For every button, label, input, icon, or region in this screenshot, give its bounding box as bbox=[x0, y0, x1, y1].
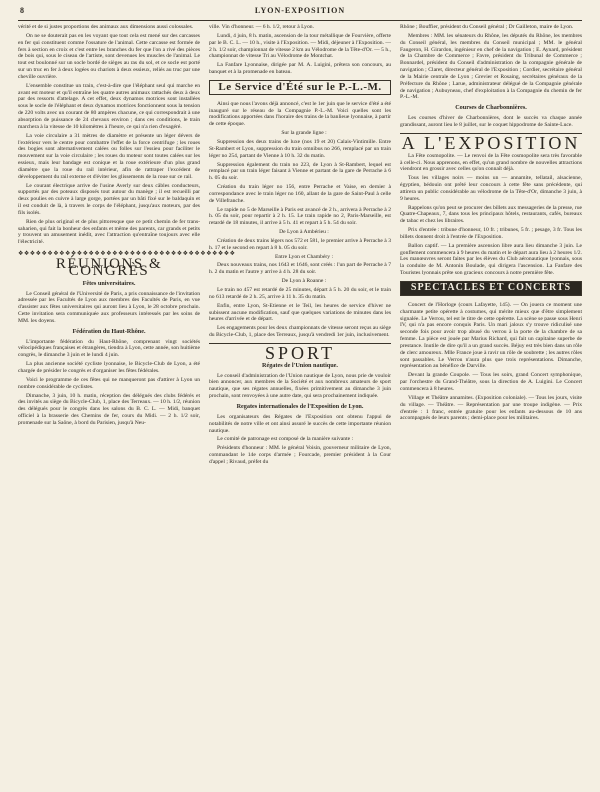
paragraph: Prix d'entrée : tribune d'honneur, 10 fr. ; tribunes, 5 fr. ; pesage, 3 fr. Tous les billets donnent droit à l'entrée de l'Exposition. bbox=[400, 227, 582, 240]
paragraph: Tous les villages noirs — moins un — annamite, tellatail, alsacienne, égyptien, bédouin ont prêté leur concours à cette fête sans précédente, qui attirera un public considérable au vélodrome de la Tête-d'Or, dimanche 3 juin, à 9 heures. bbox=[400, 175, 582, 202]
column-3 bbox=[400, 24, 582, 784]
paragraph: On ne se douterait pas en les voyant que tout cela est mené sur des carcasses en fer qui constituent comme l'ossature de l'animal. Cette carcasse est formée de fers à section en croix et c'est entre les branches du fer que l'on a rivé des pièces de bois qui, sous le ciseau de l'artiste, sont devenues les muscles de l'animal. Le tout est boulonné sur un socle bordé de sièges au ras du sol, et ce socle est porté sur un truc en fer à deux logées ou chariots à deux essieux, reliés au truc par une cheville ouvrière. bbox=[18, 32, 200, 80]
paragraph: Devant la grande Coupole. — Tous les soirs, grand Concert symphonique, par l'orchestre du Grand-Théâtre, sous la direction de A. Luigini. Le Concert commencera à 8 heures. bbox=[400, 372, 582, 392]
paragraph: Les organisateurs des Régates de l'Exposition ont obtenu l'appui de notabilités de notre ville et ont ainsi assuré le succès de cette importante réunion nautique. bbox=[209, 413, 391, 434]
paragraph: Le comité de patronage est composé de la manière suivante : bbox=[217, 436, 354, 443]
subheading: Régates de l'Union nautique. bbox=[262, 361, 338, 369]
section-title-reunions: RÉUNIONS & CONGRÈS bbox=[55, 256, 163, 279]
section-title-spectacles: SPECTACLES ET CONCERTS bbox=[400, 281, 582, 296]
paragraph: Rhône ; Bouffier, président du Conseil général ; Dr Gailleton, maire de Lyon. bbox=[400, 24, 574, 30]
paragraph: Les engagements pour les deux championnats de vitesse seront reçus au siège du Bicycle-Club, 1, place des Terreaux, jusqu'à vendredi 1er juin, inclusivement. bbox=[209, 325, 391, 339]
paragraph: Dimanche, 3 juin, 10 h. matin, réception des délégués des clubs fédérés et des invités au siège du Bicycle-Club, 1, place des Terreaux. — 10 h. 1/2, réunion des délégués pour le congrès dans les salons du B. C. L. — Midi, banquet officiel à la brasserie des Chemins de fer, cours du Midi. — 2 h. 1/2 soir, promenade sur la Saône, à bord du Parisien, jusqu'à Neu- bbox=[18, 392, 200, 426]
paragraph: Village et Théâtre annamites. (Exposition coloniale). — Tous les jours, visite du village. — Théâtre. — Représentation par une troupe indigène. — Prix d'entrée : 1 franc, entrée gratuite pour les enfants au-dessous de 10 ans accompagnés de leurs parents ; demi-place pour les militaires. bbox=[400, 394, 582, 422]
paragraph: Le Conseil général de l'Université de Paris, a pris connaissance de l'invitation adressée par les Facultés de Lyon aux membres des Facultés de Paris, en vue d'assister aux fêtes universitaires qui auront lieu à Lyon, le 28 octobre prochain. Cette invitation sera communiquée aux professeurs intéressés par les soins de MM. les doyens. bbox=[18, 290, 200, 324]
ornament-divider: ❖❖❖❖❖❖❖❖❖❖❖❖❖❖❖❖❖❖❖❖❖❖❖❖❖❖❖❖❖❖❖❖❖❖❖❖❖ bbox=[18, 251, 236, 258]
section-title-sport: SPORT bbox=[265, 342, 335, 363]
paragraph: La Fête cosmopolite. — Le renvoi de la Fête cosmopolite sera très favorable à celle-ci. Nous apprenons, en effet, qu'un grand nombre de nouvelles attractions viendront en grossir avec celles qu'on connaît déjà. bbox=[400, 152, 582, 173]
paragraph: Le courant électrique arrive de l'usine Averly sur deux câbles conducteurs, supportés par des poteaux disposés tout autour du manège ; il est recueilli par deux poulies en cuivre à large gorge, portées par un bâti fixé sur le baldaquin et il est conduit de là, à travers le corps de l'éléphant, jusqu'aux moteurs, par des fils isolés. bbox=[18, 182, 200, 216]
paragraph: Ballon captif. — La première ascension libre aura lieu dimanche 3 juin. Le gonflement commencera à 9 heures du matin et le départ aura lieu à 2 heures 1/2. Les manœuvres seront faites par les élèves du Club aéronautique lyonnais, sous la conduite de M. Antonin Boulade, qui dirigera l'ascension. La Fanfare des Touristes lyonnais prête son gracieux concours à notre première fête. bbox=[400, 242, 582, 277]
paragraph: Lundi, 4 juin, 8 h. matin, ascension de la tour métallique de Fourvière, offerte par le B. C. L. — 10 h., visite à l'Exposition. — Midi, déjeuner à l'Exposition. — 2 h. 1/2 soir, championnat de vitesse 2 km au Vélodrome de la Tête-d'Or. — 5 h., championnat de vitesse Tri au Vélodrome de Montchat. bbox=[209, 32, 391, 60]
column-2 bbox=[209, 24, 391, 784]
paragraph: ville. Vin d'honneur. — 6 h. 1/2, retour à Lyon. bbox=[209, 24, 314, 30]
subheading: Fêtes universitaires. bbox=[82, 279, 136, 287]
paragraph: Membres : MM. les sénateurs du Rhône, les députés du Rhône, les membres du Conseil général, les membres du Conseil municipal ; MM. le général Faugeron, H. Girardon, ingénieur en chef de la navigation ; E. Aynard, président de la Chambre de Commerce ; Favre, président du Tribunal de Commerce ; Bonnardel, président du Conseil d'administration de la compagnie générale de navigation ; Claret, directeur général de l'Exposition ; Cordier, secrétaire général de la Mairie centrale de Lyon ; Grevier et Rosaing, secrétaires généraux de la Préfecture du Rhône ; Larue, administrateur délégué de la Compagnie générale de navigation ; Aubuyneau, chef d'exploitation à la Compagnie du chemin de fer P.-L.-M. bbox=[400, 32, 582, 101]
paragraph: Présidents d'honneur : MM. le général Voisin, gouverneur militaire de Lyon, commandant le 14e corps d'armée ; Fourcade, premier président à la Cour d'appel ; Rivaud, préfet du bbox=[209, 445, 391, 465]
paragraph: Enfin, entre Lyon, St-Etienne et le Teil, les heures de service d'hiver ne subissent aucune modification, sauf que quelques variations de minutes dans les heures d'arrivée et de départ. bbox=[209, 302, 391, 323]
column-1 bbox=[18, 24, 236, 784]
paragraph: Le conseil d'administration de l'Union nautique de Lyon, nous prie de vouloir bien annoncer, aux membres de la Société et aux nombreux amateurs de sport nautique, que ses régates annuelles, fixées primitivement au dimanche 3 juin prochain, sont renvoyées à une autre date, qui sera prochainement indiquée. bbox=[209, 372, 391, 400]
paragraph: Sur la grande ligne : bbox=[281, 130, 327, 137]
paragraph: Rappelons qu'on peut se procurer des billets aux messageries de la presse, rue Quatre-Chapeaux, 7, dans tous les principaux hôtels, restaurants, cafés, bureaux de tabac et chez les libraires. bbox=[400, 204, 582, 225]
section-title-exposition: A L'EXPOSITION bbox=[401, 132, 581, 153]
section-title-service-ete: Le Service d'Été sur le P.-L.-M. bbox=[209, 80, 391, 95]
paragraph: Les courses d'hiver de Charbonnières, dont le succès va chaque année grandissant, auront lieu le 8 juillet, sur le coquet hippodrome de Sainte-Luce. bbox=[400, 115, 582, 128]
subheading: Courses de Charbonnières. bbox=[455, 104, 527, 112]
paragraph: Ainsi que nous l'avons déjà annoncé, c'est le 1er juin que le service d'été a été inauguré sur le réseau de la Compagnie P.-L.-M. Voici quelles sont les modifications apportées dans l'horaire des trains de la banlieue lyonnaise, à partir de cette époque. bbox=[209, 100, 391, 128]
subheading: Regates internationales de l'Exposition de Lyon. bbox=[236, 402, 364, 410]
paragraph: La voie circulaire a 31 mètres de diamètre et présente un léger dévers de l'extérieur vers le centre pour combattre l'effet de la force centrifuge ; les roues des bogies sont alternativement calées ou folles sur l'essieu pour faciliter le mouvement sur la voie circulaire ; les roues du moteur sont toutes calées sur les essieux, mais leur bandage est conique et la roue extérieure d'un plus grand diamètre que la roue du rail intérieur, afin de rattraper l'excédent de développement du rail externe et d'éviter les glissements de la roue sur ce rail. bbox=[18, 132, 200, 180]
paragraph: Concert de l'Horloge (cours Lafayette, 145). — On jouera ce moment une charmante petite opérette à costumes, qui mérite mieux que d'être simplement signalée. Le Verrou, tel est le titre de cette opérette. La scène se passe sous Henri IV, qui n'a pas encore conquis Paris. Un mari jaloux s'y trouve ridiculisé une seconde fois pour avoir trop abusé du verrou à la porte de la chambre de sa femme. La pièce est jouée par Marius Richard, qui fait un capitaine superbe de prestance. Inutile de dire qu'il a un grand succès. Béjuy est très bien dans un rôle de clerc amoureux. Mlle France joue à ravir un rôle de soubrette ; les autres rôles sont passables. Le Verrou n'aura plus que trois représentations. Dimanche, représentation au bénéfice de Darville. bbox=[400, 301, 582, 370]
paragraph: Le rapide no 5 de Marseille à Paris est avancé de 2 h., arrivera à Perrache à 2 h. 05 du soir, pour repartir à 2 h. 15. Le train rapide no 2, Paris-Marseille, est retardé de 18 minutes, il arrive à 5 h. 41 et repart à 5 h. 54 du soir. bbox=[209, 206, 391, 227]
paragraph: L'ensemble constitue un train, c'est-à-dire que l'éléphant seul qui marche en avant est moteur et qu'il entraîne les quatre autres animaux rattachés deux à deux par des ressorts d'attelage. A cet effet, deux dynamos motrices sont installées sous le socle de l'éléphant et deux dynamos motrices fonctionnent sous la tension de 220 volts avec un courant de 80 ampères chacune, ce qui correspondrait à une absorption de puissance de 24 chevaux environ ; dans ces conditions, le train marchera à la vitesse de 10 kilomètres à l'heure, ce qui n'a rien d'exagéré. bbox=[18, 82, 200, 130]
paragraph: La plus ancienne société cycliste lyonnaise, le Bicycle-Club de Lyon, a été chargée de présider le congrès et d'organiser les fêtes fédérales. bbox=[18, 361, 200, 374]
paragraph: Entre Lyon et Chambéry : bbox=[274, 253, 334, 260]
page-number: 8 bbox=[20, 6, 24, 15]
paragraph: De Lyon à Ambérieu : bbox=[279, 229, 329, 236]
paragraph: Suppression des deux trains de luxe (nos 19 et 20) Calais-Vintimille. Entre St-Rambert et Lyon, suppression du train omnibus no 266, remplacé par un train léger no 254, partant de Vienne à 10 h. 32 du matin. bbox=[209, 138, 391, 159]
paragraph: Deux nouveaux trains, nos 1643 et 1646, sont créés : l'un part de Perrache à 7 h. 2 du matin et l'autre y arrive à 4 h. 28 du soir. bbox=[209, 262, 391, 276]
paragraph: Suppression également du train no 223, de Lyon à St-Rambert, lequel est remplacé par un train léger faisant à Vienne et partant de la gare de Perrache à 6 h. 05 du soir. bbox=[209, 161, 391, 182]
paragraph: Rien de plus original et de plus pittoresque que ce petit chemin de fer trans-saharien, qui fait la bonheur des enfants et même des parents, car grands et petits y trouvent un amusement inédit, avec l'attraction qu'entraîne toujours avec elle l'électricité. bbox=[18, 218, 200, 246]
subheading: Fédération du Haut-Rhône. bbox=[72, 327, 146, 335]
paragraph: Création de deux trains légers nos 572 et 581, le premier arrive à Perrache à 3 h. 17 et le second en repart à 8 h. 05 du soir. bbox=[209, 237, 391, 251]
paragraph: Voici le programme de ces fêtes qui ne manqueront pas d'attirer à Lyon un nombre considérable de cyclistes. bbox=[18, 376, 200, 390]
running-title: LYON-EXPOSITION bbox=[254, 6, 346, 15]
header-rule bbox=[18, 20, 582, 21]
paragraph: vérité et de si justes proportions des animaux aux dimensions aussi colossales. bbox=[18, 24, 194, 30]
paragraph: La Fanfare Lyonnaise, dirigée par M. A. Luigini, prêtera son concours, au banquet et à la promenade en bateau. bbox=[209, 62, 391, 76]
paragraph: Le train no 457 est retardé de 25 minutes, départ à 5 h. 20 du soir, et le train no 613 retardé de 2 h. 25, arrive à 11 h. 35 du matin. bbox=[209, 287, 391, 300]
paragraph: Création du train léger no 156, entre Perrache et Vaise, en dernier à correspondance avec le train léger no 160, allant de la gare de Saint-Paul à celle de Villefranche. bbox=[209, 184, 391, 204]
paragraph: L'importante fédération du Haut-Rhône, comprenant vingt sociétés vélocipédiques françaises et étrangères, tiendra à Lyon, cette année, son huitième congrès, le dimanche 3 juin et le lundi 4 juin. bbox=[18, 338, 200, 359]
paragraph: De Lyon à Roanne : bbox=[281, 278, 327, 285]
